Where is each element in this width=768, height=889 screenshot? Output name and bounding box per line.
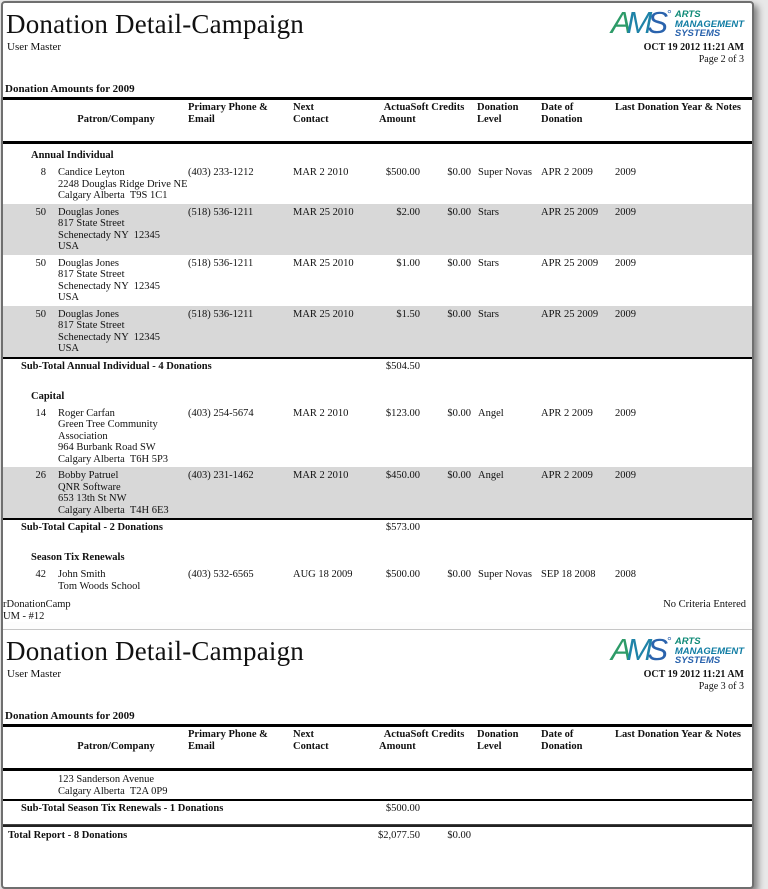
cell-last-year: 2008 [615, 569, 636, 580]
cell-phone: (518) 536-1211 [188, 308, 254, 320]
cell-last-year: 2009 [615, 206, 636, 218]
cell-last-year: 2009 [615, 308, 636, 320]
table-row [3, 255, 752, 306]
bottom-margin [3, 843, 752, 887]
group-heading: Annual Individual [31, 150, 114, 161]
cell-amount: $2.00 [396, 206, 420, 218]
cell-patron: Douglas Jones 817 State Street Schenectady NY 12345 USA [58, 308, 160, 354]
section-heading: Donation Amounts for 2009 [5, 710, 135, 722]
cell-donation-level: Super Novas [478, 569, 532, 580]
page-number: Page 2 of 3 [698, 53, 744, 65]
total-amount: $2,077.50 [378, 830, 420, 841]
cell-phone: (403) 233-1212 [188, 167, 254, 178]
header-donation-level: Donation Level [477, 729, 519, 752]
table-row [3, 306, 752, 357]
ams-logo-letters-icon: AMS [610, 5, 664, 40]
cell-patron: Roger Carfan Green Tree Community Association 964 Burbank Road SW Calgary Alberta T6H 5P3 [58, 407, 169, 465]
cell-patron-number: 50 [35, 257, 46, 269]
group-heading: Season Tix Renewals [31, 552, 125, 563]
cell-patron-number: 26 [35, 470, 46, 481]
cell-donation-date: APR 25 2009 [541, 206, 599, 218]
header-next-contact: Next Contact [293, 102, 329, 125]
cell-credits: $0.00 [447, 569, 471, 580]
table-header [3, 724, 752, 771]
header-phone: Primary Phone & Email [188, 102, 268, 125]
cell-donation-date: APR 25 2009 [541, 308, 599, 320]
cell-amount: $500.00 [385, 569, 420, 580]
report-id-line2: UM - #12 [3, 610, 45, 622]
header-donation-level: Donation Level [477, 102, 519, 125]
cell-next-contact: MAR 25 2010 [293, 206, 354, 218]
report-timestamp: OCT 19 2012 11:21 AM [643, 41, 744, 53]
subtotal-amount: $504.50 [385, 360, 420, 372]
header-date: Date of Donation [541, 102, 583, 125]
cell-phone: (403) 532-6565 [188, 569, 254, 580]
ams-logo-text: ARTS MANAGEMENT SYSTEMS [674, 9, 744, 39]
subtotal-label: Sub-Total Season Tix Renewals - 1 Donations [21, 803, 224, 814]
cell-next-contact: MAR 25 2010 [293, 257, 354, 269]
subtotal-row [3, 357, 752, 375]
table-row-continuation [3, 771, 752, 799]
subtotal-amount: $573.00 [385, 522, 420, 533]
table-row [3, 566, 752, 594]
report-title: Donation Detail-Campaign [6, 9, 304, 39]
cell-credits: $0.00 [447, 470, 471, 481]
cell-patron-number: 8 [40, 167, 46, 178]
header-spacer [3, 729, 51, 765]
table-row [3, 405, 752, 468]
cell-donation-level: Stars [478, 308, 499, 320]
cell-amount: $450.00 [385, 470, 420, 481]
cell-donation-date: SEP 18 2008 [541, 569, 596, 580]
cell-credits: $0.00 [447, 308, 471, 320]
group-heading: Capital [31, 390, 65, 402]
table-row [3, 204, 752, 255]
header-date: Date of Donation [541, 729, 583, 752]
cell-last-year: 2009 [615, 470, 636, 481]
ams-logo-letters-icon: AMS [610, 632, 664, 667]
cell-patron: Douglas Jones 817 State Street Schenectady NY 12345 USA [58, 257, 160, 303]
cell-next-contact: MAR 2 2010 [293, 470, 349, 481]
cell-donation-level: Stars [478, 257, 499, 269]
cell-donation-date: APR 2 2009 [541, 167, 593, 178]
header-amount-credits: ActuaSoft Credits Amount [379, 102, 465, 125]
cell-donation-level: Stars [478, 206, 499, 218]
cell-phone: (403) 254-5674 [188, 407, 254, 419]
total-row [3, 827, 752, 843]
header-spacer [3, 102, 51, 138]
ams-logo-text: ARTS MANAGEMENT SYSTEMS [674, 636, 744, 666]
cell-patron: Candice Leyton 2248 Douglas Ridge Drive NE Calgary Alberta T9S 1C1 [58, 167, 188, 201]
report-timestamp: OCT 19 2012 11:21 AM [643, 668, 744, 680]
cell-phone: (518) 536-1211 [188, 206, 254, 218]
report-id-block [3, 599, 71, 622]
ams-logo [610, 632, 744, 667]
total-label: Total Report - 8 Donations [8, 830, 128, 841]
cell-amount: $1.00 [396, 257, 420, 269]
cell-donation-date: APR 2 2009 [541, 470, 593, 481]
cell-patron-number [3, 774, 51, 797]
header-last-year-notes: Last Donation Year & Notes [615, 102, 741, 113]
cell-patron: John Smith Tom Woods School [58, 569, 141, 592]
table-header [3, 97, 752, 144]
ams-logo-block [610, 5, 744, 65]
cell-patron-number: 14 [35, 407, 46, 419]
report-page-2 [3, 3, 752, 622]
cell-next-contact: MAR 2 2010 [293, 407, 349, 419]
table-row [3, 164, 752, 204]
cell-patron: Bobby Patruel QNR Software 653 13th St NW Calgary Alberta T4H 6E3 [58, 470, 169, 516]
cell-donation-level: Super Novas [478, 167, 532, 178]
header-phone: Primary Phone & Email [188, 729, 268, 752]
subtotal-row [3, 799, 752, 817]
page-header [3, 3, 752, 83]
cell-donation-date: APR 2 2009 [541, 407, 593, 419]
report-title: Donation Detail-Campaign [6, 636, 304, 666]
page-footer [3, 599, 752, 622]
cell-credits: $0.00 [447, 167, 471, 178]
cell-credits: $0.00 [447, 407, 471, 419]
cell-donation-date: APR 25 2009 [541, 257, 599, 269]
subtotal-amount: $500.00 [385, 803, 420, 814]
cell-patron-number: 50 [35, 308, 46, 320]
report-id-line1: rDonationCamp [3, 599, 71, 610]
cell-patron-number: 50 [35, 206, 46, 218]
ams-logo-degree-icon: ° [667, 634, 672, 648]
report-page-3 [3, 630, 752, 887]
subtotal-label: Sub-Total Capital - 2 Donations [21, 522, 163, 533]
cell-next-contact: AUG 18 2009 [293, 569, 353, 580]
cell-donation-level: Angel [478, 407, 504, 419]
cell-phone: (518) 536-1211 [188, 257, 254, 269]
report-user: User Master [7, 41, 62, 53]
cell-credits: $0.00 [447, 257, 471, 269]
page-number: Page 3 of 3 [698, 680, 744, 692]
header-last-year-notes: Last Donation Year & Notes [615, 729, 741, 740]
cell-last-year: 2009 [615, 407, 636, 419]
header-amount-credits: ActuaSoft Credits Amount [379, 729, 465, 752]
subtotal-label: Sub-Total Annual Individual - 4 Donations [21, 360, 212, 372]
cell-phone: (403) 231-1462 [188, 470, 254, 481]
cell-patron-number: 42 [35, 569, 46, 580]
report-user: User Master [7, 668, 62, 680]
cell-credits: $0.00 [447, 206, 471, 218]
table-row [3, 467, 752, 518]
cell-last-year: 2009 [615, 257, 636, 269]
cell-patron: Douglas Jones 817 State Street Schenectady NY 12345 USA [58, 206, 160, 252]
cell-amount: $1.50 [396, 308, 420, 320]
cell-amount: $123.00 [385, 407, 420, 419]
header-patron: Patron/Company [77, 741, 155, 752]
header-next-contact: Next Contact [293, 729, 329, 752]
cell-last-year: 2009 [615, 167, 636, 178]
cell-amount: $500.00 [385, 167, 420, 178]
ams-logo [610, 5, 744, 40]
cell-donation-level: Angel [478, 470, 504, 481]
page-header [3, 630, 752, 710]
cell-patron: 123 Sanderson Avenue Calgary Alberta T2A 0P9 [58, 774, 168, 797]
section-heading: Donation Amounts for 2009 [5, 83, 135, 95]
cell-next-contact: MAR 25 2010 [293, 308, 354, 320]
report-preview-window[interactable] [1, 1, 754, 889]
total-credits: $0.00 [447, 830, 471, 841]
header-patron: Patron/Company [77, 114, 155, 125]
criteria-note: No Criteria Entered [663, 599, 746, 610]
ams-logo-degree-icon: ° [667, 7, 672, 21]
page-break-divider [3, 622, 752, 630]
ams-logo-block [610, 632, 744, 692]
subtotal-row [3, 518, 752, 536]
cell-next-contact: MAR 2 2010 [293, 167, 349, 178]
